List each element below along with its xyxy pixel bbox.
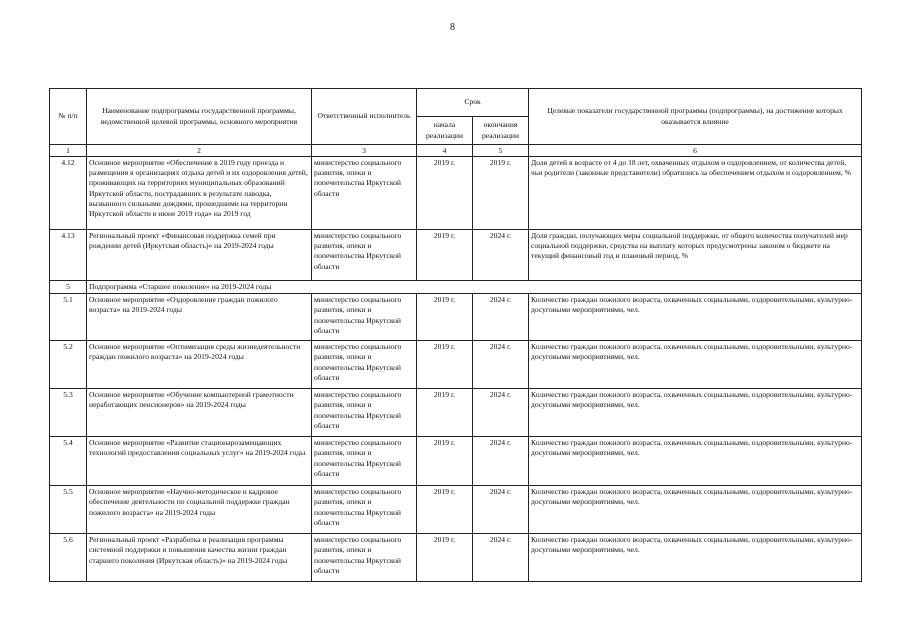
- row-end: 2024 г.: [473, 534, 529, 582]
- row-number: 4.13: [50, 230, 87, 281]
- row-start: 2019 г.: [417, 157, 473, 230]
- row-start: 2019 г.: [417, 534, 473, 582]
- table-row: [50, 534, 862, 582]
- column-number: 4: [417, 145, 473, 157]
- row-name: Основное мероприятие «Научно-методическое и кадровое обеспечение деятельности по социальной поддержке граждан пожилого возраста» на 2019-2024 годы: [87, 486, 312, 534]
- row-end: 2024 г.: [473, 230, 529, 281]
- row-start: 2019 г.: [417, 486, 473, 534]
- row-name: Основное мероприятие «Оптимизация среды жизнедеятельности граждан пожилого возраста» на 2019-2024 годы: [87, 341, 312, 389]
- row-executor: министерство социального развития, опеки и попечительства Иркутской области: [312, 157, 417, 230]
- row-executor: министерство социального развития, опеки и попечительства Иркутской области: [312, 341, 417, 389]
- column-number: 6: [529, 145, 862, 157]
- row-executor: министерство социального развития, опеки и попечительства Иркутской области: [312, 486, 417, 534]
- row-name: Основное мероприятие «Развитие стационарозамещающих технологий предоставления социальных услуг» на 2019-2024 годы: [87, 437, 312, 486]
- header-indicators: Целевые показатели государственной программы (подпрограммы), на достижение которых оказывается влияние: [529, 89, 862, 145]
- row-executor: министерство социального развития, опеки и попечительства Иркутской области: [312, 534, 417, 582]
- row-number: 5.4: [50, 437, 87, 486]
- row-name: Основное мероприятие «Обучение компьютерной грамотности неработающих пенсионеров» на 2019-2024 годы: [87, 389, 312, 437]
- row-name: Основное мероприятие «Обеспечение в 2019 году проезда и размещения в организациях отдыха детей и их оздоровления детей, проживающих на территориях муниципальных образований Иркутской области, пострадавших в результате паводка, вызванного сильными дождями, прошедшими на территории Иркутской области в июне 2019 года» на 2019 год: [87, 157, 312, 230]
- row-number: 5.2: [50, 341, 87, 389]
- row-indicator: Количество граждан пожилого возраста, охваченных социальными, оздоровительными, культурно-досуговыми мероприятиями, чел.: [529, 534, 862, 582]
- section-number: 5: [50, 281, 87, 294]
- row-start: 2019 г.: [417, 341, 473, 389]
- row-number: 5.3: [50, 389, 87, 437]
- header-start: начала реализации: [417, 117, 473, 145]
- row-executor: министерство социального развития, опеки и попечительства Иркутской области: [312, 230, 417, 281]
- column-number: 3: [312, 145, 417, 157]
- row-end: 2024 г.: [473, 437, 529, 486]
- row-end: 2019 г.: [473, 157, 529, 230]
- row-end: 2024 г.: [473, 486, 529, 534]
- row-indicator: Количество граждан пожилого возраста, охваченных социальными, оздоровительными, культурно-досуговыми мероприятиями, чел.: [529, 341, 862, 389]
- header-term: Срок: [417, 89, 529, 117]
- column-number: 5: [473, 145, 529, 157]
- row-indicator: Количество граждан пожилого возраста, охваченных социальными, оздоровительными, культурно-досуговыми мероприятиями, чел.: [529, 437, 862, 486]
- row-indicator: Доля детей в возрасте от 4 до 18 лет, охваченных отдыхом и оздоровлением, от количества детей, чьи родители (законные представители) обратились за обеспечением отдыхом и оздоровлением, %: [529, 157, 862, 230]
- row-name: Региональный проект «Финансовая поддержка семей при рождении детей (Иркутская область)» на 2019-2024 годы: [87, 230, 312, 281]
- row-indicator: Количество граждан пожилого возраста, охваченных социальными, оздоровительными, культурно-досуговыми мероприятиями, чел.: [529, 294, 862, 341]
- column-number-row: [50, 145, 862, 157]
- row-indicator: Доля граждан, получающих меры социальной поддержки, от общего количества получателей мер социальной поддержки, средства на выплату которых предусмотрены законом о бюджете на текущий финансовый год и плановый период, %: [529, 230, 862, 281]
- page-number: 8: [450, 22, 455, 33]
- section-title: Подпрограмма «Старшее поколение» на 2019-2024 годы: [87, 281, 862, 294]
- table-row: [50, 294, 862, 341]
- row-indicator: Количество граждан пожилого возраста, охваченных социальными, оздоровительными, культурно-досуговыми мероприятиями, чел.: [529, 486, 862, 534]
- header-name: Наименование подпрограммы государственной программы, ведомственной целевой программы, основного мероприятия: [87, 89, 312, 145]
- table-row: [50, 341, 862, 389]
- header-executor: Ответственный исполнитель: [312, 89, 417, 145]
- row-name: Основное мероприятие «Оздоровление граждан пожилого возраста» на 2019-2024 годы: [87, 294, 312, 341]
- section-row: [50, 281, 862, 294]
- row-number: 5.5: [50, 486, 87, 534]
- row-name: Региональный проект «Разработка и реализация программы системной поддержки и повышения качества жизни граждан старшего поколения (Иркутская область)» на 2019-2024 годы: [87, 534, 312, 582]
- table-row: [50, 230, 862, 281]
- row-start: 2019 г.: [417, 437, 473, 486]
- header-num: № п/п: [50, 89, 87, 145]
- row-number: 5.6: [50, 534, 87, 582]
- row-indicator: Количество граждан пожилого возраста, охваченных социальными, оздоровительными, культурно-досуговыми мероприятиями, чел.: [529, 389, 862, 437]
- row-start: 2019 г.: [417, 230, 473, 281]
- program-table: [49, 88, 862, 582]
- row-start: 2019 г.: [417, 294, 473, 341]
- row-end: 2024 г.: [473, 341, 529, 389]
- row-executor: министерство социального развития, опеки и попечительства Иркутской области: [312, 389, 417, 437]
- row-start: 2019 г.: [417, 389, 473, 437]
- row-executor: министерство социального развития, опеки и попечительства Иркутской области: [312, 294, 417, 341]
- table-row: [50, 157, 862, 230]
- row-end: 2024 г.: [473, 389, 529, 437]
- column-number: 2: [87, 145, 312, 157]
- row-end: 2024 г.: [473, 294, 529, 341]
- table-row: [50, 389, 862, 437]
- column-number: 1: [50, 145, 87, 157]
- row-number: 5.1: [50, 294, 87, 341]
- table-row: [50, 486, 862, 534]
- table-row: [50, 437, 862, 486]
- row-executor: министерство социального развития, опеки и попечительства Иркутской области: [312, 437, 417, 486]
- row-number: 4.12: [50, 157, 87, 230]
- header-end: окончания реализации: [473, 117, 529, 145]
